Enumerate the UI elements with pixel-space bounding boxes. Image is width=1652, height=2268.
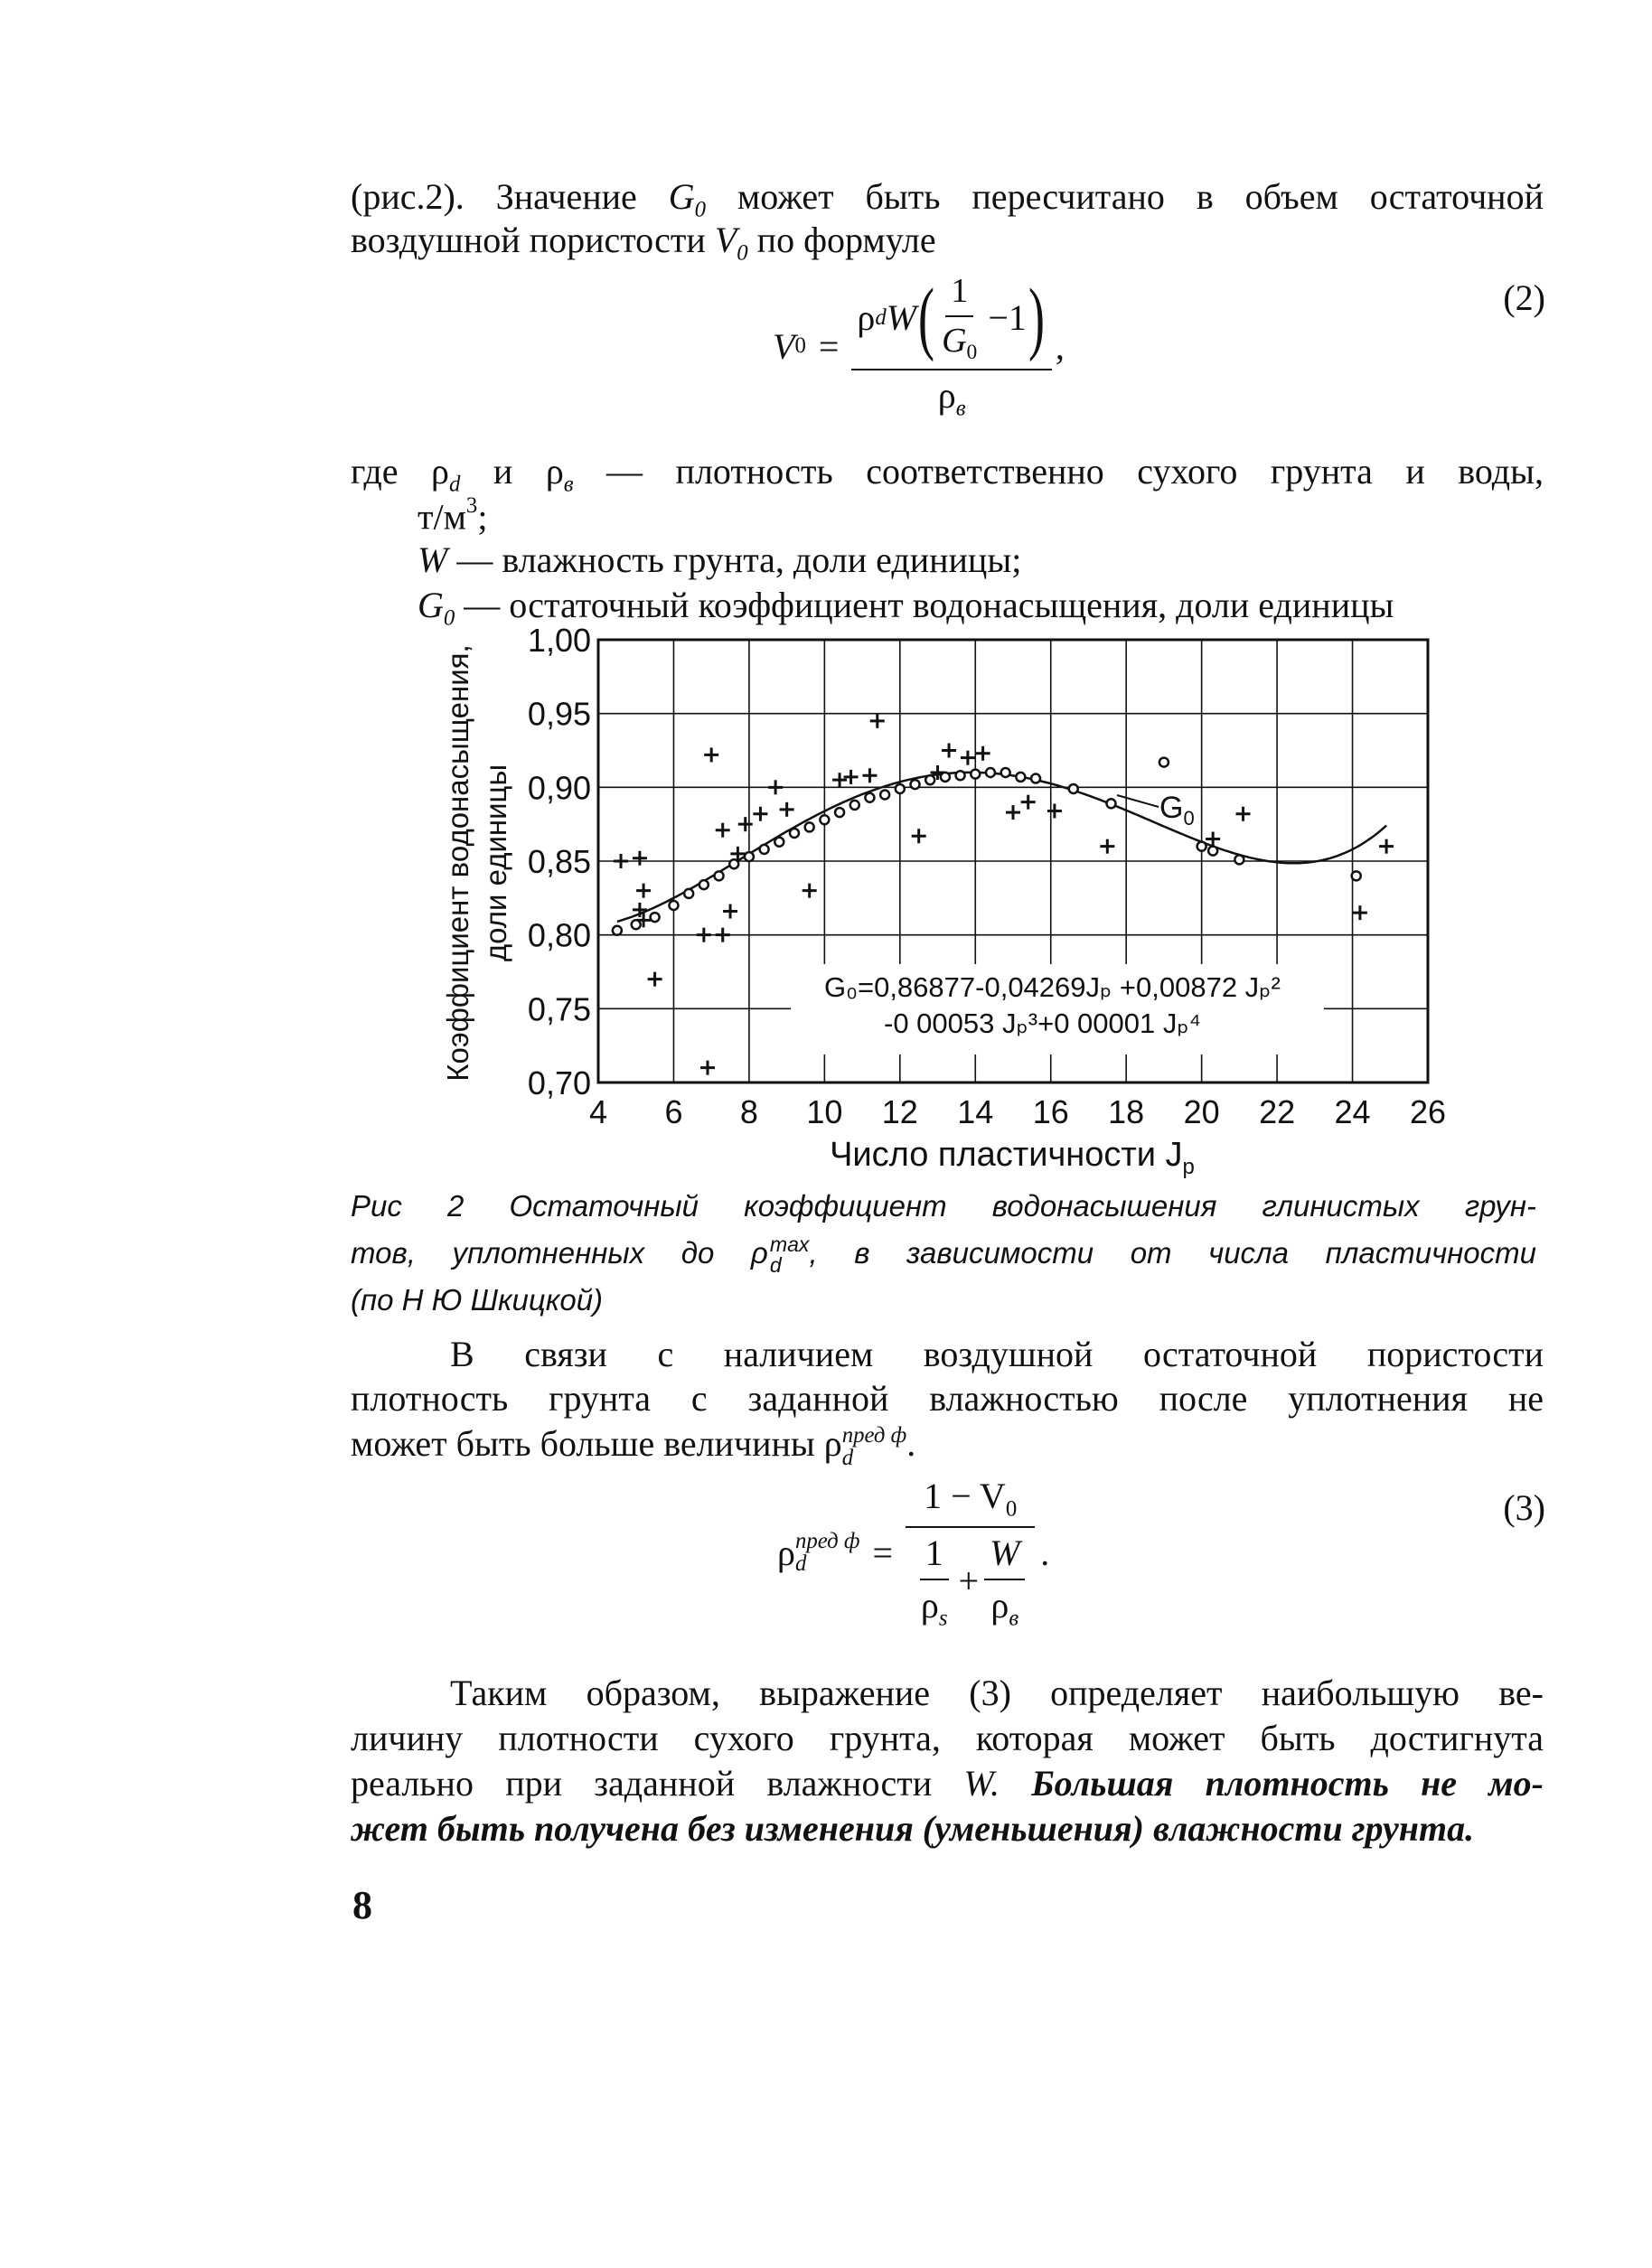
y-tick-label: 0,75: [527, 990, 591, 1028]
page-number: 8: [352, 1883, 372, 1927]
data-point-circle: [774, 838, 784, 847]
data-point-circle: [1031, 774, 1040, 783]
para2-line-3: может быть больше величины ρ пред ф d .: [351, 1423, 916, 1470]
para3-line-3: реально при заданной влажности W. Большая плотность не мо-: [351, 1763, 1544, 1804]
equation-2-number: (2): [1503, 277, 1545, 318]
data-point-circle: [1208, 847, 1217, 856]
y-axis-ticks: [528, 622, 591, 1101]
data-point-circle: [715, 871, 724, 880]
y-tick-label: 0,70: [527, 1064, 591, 1101]
data-point-plus: [633, 851, 647, 866]
data-point-plus: [697, 928, 711, 942]
para3-line-1: Таким образом, выражение (3) определяет наибольшую ве-: [450, 1673, 1544, 1713]
data-point-plus: [832, 773, 847, 787]
data-point-plus: [976, 746, 990, 761]
y-axis-label-line-2: доли единицы: [479, 764, 512, 962]
data-point-circle: [1352, 871, 1361, 880]
data-point-circle: [1069, 784, 1078, 793]
data-point-circle: [669, 901, 678, 910]
data-point-circle: [1159, 758, 1169, 767]
data-point-plus: [1100, 839, 1114, 854]
data-point-plus: [942, 744, 956, 758]
data-point-plus: [700, 1061, 715, 1075]
y-tick-label: 0,90: [527, 769, 591, 807]
data-point-plus: [844, 770, 859, 784]
data-point-plus: [1047, 803, 1062, 818]
data-point-circle: [632, 920, 641, 929]
fit-curve-g0: [617, 773, 1386, 922]
data-point-plus: [648, 972, 662, 987]
data-point-plus: [862, 768, 877, 783]
data-point-circle: [820, 815, 829, 824]
para3-line-2: личину плотности сухого грунта, которая может быть достигнута: [351, 1718, 1544, 1758]
data-point-plus: [961, 751, 975, 765]
data-point-circle: [760, 845, 769, 854]
figure-caption-line-1: Рис 2 Остаточный коэффициент водонасышения глинистых грун-: [351, 1189, 1536, 1223]
x-tick-label: 8: [739, 1093, 758, 1130]
data-point-plus: [780, 802, 794, 817]
x-tick-label: 16: [1032, 1093, 1069, 1130]
data-point-circle: [956, 771, 965, 780]
data-point-circle: [925, 775, 934, 784]
data-point-circle: [745, 852, 754, 861]
y-tick-label: 0,80: [527, 916, 591, 954]
data-point-plus: [1353, 905, 1367, 920]
x-tick-label: 18: [1108, 1093, 1145, 1130]
data-point-circle: [613, 926, 622, 935]
data-point-circle: [835, 808, 844, 817]
data-point-plus: [1006, 805, 1020, 820]
data-point-plus: [753, 807, 767, 821]
def-rho: где $\rho_d$ и $\rho_в$ — плотность соответственно сухого грунта и воды,: [351, 451, 1544, 497]
equation-3-number: (3): [1503, 1487, 1545, 1528]
def-g0: $G_0$ — остаточный коэффициент водонасыщения, доли единицы: [418, 585, 1394, 631]
x-tick-label: 20: [1183, 1093, 1220, 1130]
data-point-circle: [896, 784, 905, 793]
data-point-circle: [805, 822, 814, 831]
para2-line-2: плотность грунта с заданной влажностью после уплотнения не: [351, 1378, 1544, 1419]
para3-line-4: жет быть получена без изменения (уменьшения) влажности грунта.: [351, 1808, 1475, 1849]
def-w: W — влажность грунта, доли единицы;: [418, 539, 1022, 580]
data-point-plus: [636, 884, 651, 898]
data-point-plus: [614, 854, 628, 868]
data-point-circle: [911, 780, 920, 789]
intro-line-1: (рис.2). Значение $G_0$ может быть пересчитано в объем остаточной: [351, 176, 1544, 222]
x-axis-ticks: [589, 1093, 1446, 1130]
data-point-circle: [1106, 799, 1115, 808]
curve-label-g0: $G_0$: [1159, 791, 1195, 829]
x-tick-label: 4: [588, 1093, 608, 1130]
equation-2: V 0 = ρ d W ( $\frac{1}{G_0}$ −1 ) $\rho_в$ ,: [773, 269, 1065, 424]
data-point-plus: [912, 829, 926, 843]
formula-line-1: G₀=0,86877-0,04269Jₚ +0,00872 Jₚ²: [824, 971, 1281, 1003]
data-point-plus: [716, 823, 730, 838]
data-point-circle: [1001, 768, 1010, 777]
data-point-plus: [723, 904, 737, 919]
data-point-plus: [1021, 795, 1036, 810]
data-point-circle: [729, 859, 738, 868]
x-tick-label: 14: [957, 1093, 994, 1130]
data-point-plus: [704, 747, 718, 762]
x-tick-label: 10: [806, 1093, 843, 1130]
x-tick-label: 12: [881, 1093, 918, 1130]
data-point-plus: [870, 714, 885, 728]
x-tick-label: 24: [1334, 1093, 1371, 1130]
data-point-circle: [865, 793, 874, 802]
y-tick-label: 1,00: [527, 622, 591, 659]
data-point-circle: [684, 889, 693, 898]
data-point-circle: [651, 913, 660, 922]
figure-caption-line-3: (по Н Ю Шкицкой): [351, 1283, 604, 1317]
data-point-plus: [1236, 807, 1251, 821]
data-point-circle: [971, 770, 980, 779]
figure-caption-line-2: тов, уплотненных до ρ max d , в зависимости от числа пластичности: [351, 1232, 1537, 1278]
data-point-plus: [716, 928, 730, 942]
data-point-circle: [941, 773, 950, 782]
equation-3: ρ пред ф d = $1 - V_0$ $\frac{1}{\rho_s}$ + $\frac{W}{\rho_в}$ .: [777, 1473, 1049, 1634]
x-axis-label: Число пластичности $J_p$: [830, 1136, 1195, 1179]
data-point-circle: [986, 768, 995, 777]
data-point-plus: [1379, 839, 1394, 854]
y-axis-label-line-1: Коэффициент водонасыщения,: [441, 644, 474, 1082]
data-point-circle: [1016, 773, 1025, 782]
curve-label-leader: [1117, 795, 1159, 807]
data-point-plus: [803, 884, 817, 898]
x-tick-label: 6: [664, 1093, 683, 1130]
y-tick-label: 0,95: [527, 695, 591, 733]
formula-line-2: -0 00053 Jₚ³+0 00001 Jₚ⁴: [884, 1007, 1201, 1039]
data-point-circle: [880, 791, 889, 800]
data-point-circle: [699, 880, 709, 889]
data-point-circle: [850, 801, 859, 810]
data-point-plus: [738, 817, 753, 831]
intro-line-2: воздушной пористости $V_0$ по формуле: [351, 220, 936, 266]
data-point-plus: [768, 780, 783, 794]
y-tick-label: 0,85: [527, 843, 591, 880]
para2-line-1: В связи с наличием воздушной остаточной пористости: [450, 1334, 1544, 1374]
data-point-circle: [1234, 855, 1244, 864]
data-point-circle: [790, 829, 799, 838]
x-tick-label: 26: [1409, 1093, 1447, 1130]
x-tick-label: 22: [1259, 1093, 1296, 1130]
data-point-circle: [1197, 842, 1206, 851]
def-rho-unit: $т/м^3$;: [418, 493, 488, 538]
